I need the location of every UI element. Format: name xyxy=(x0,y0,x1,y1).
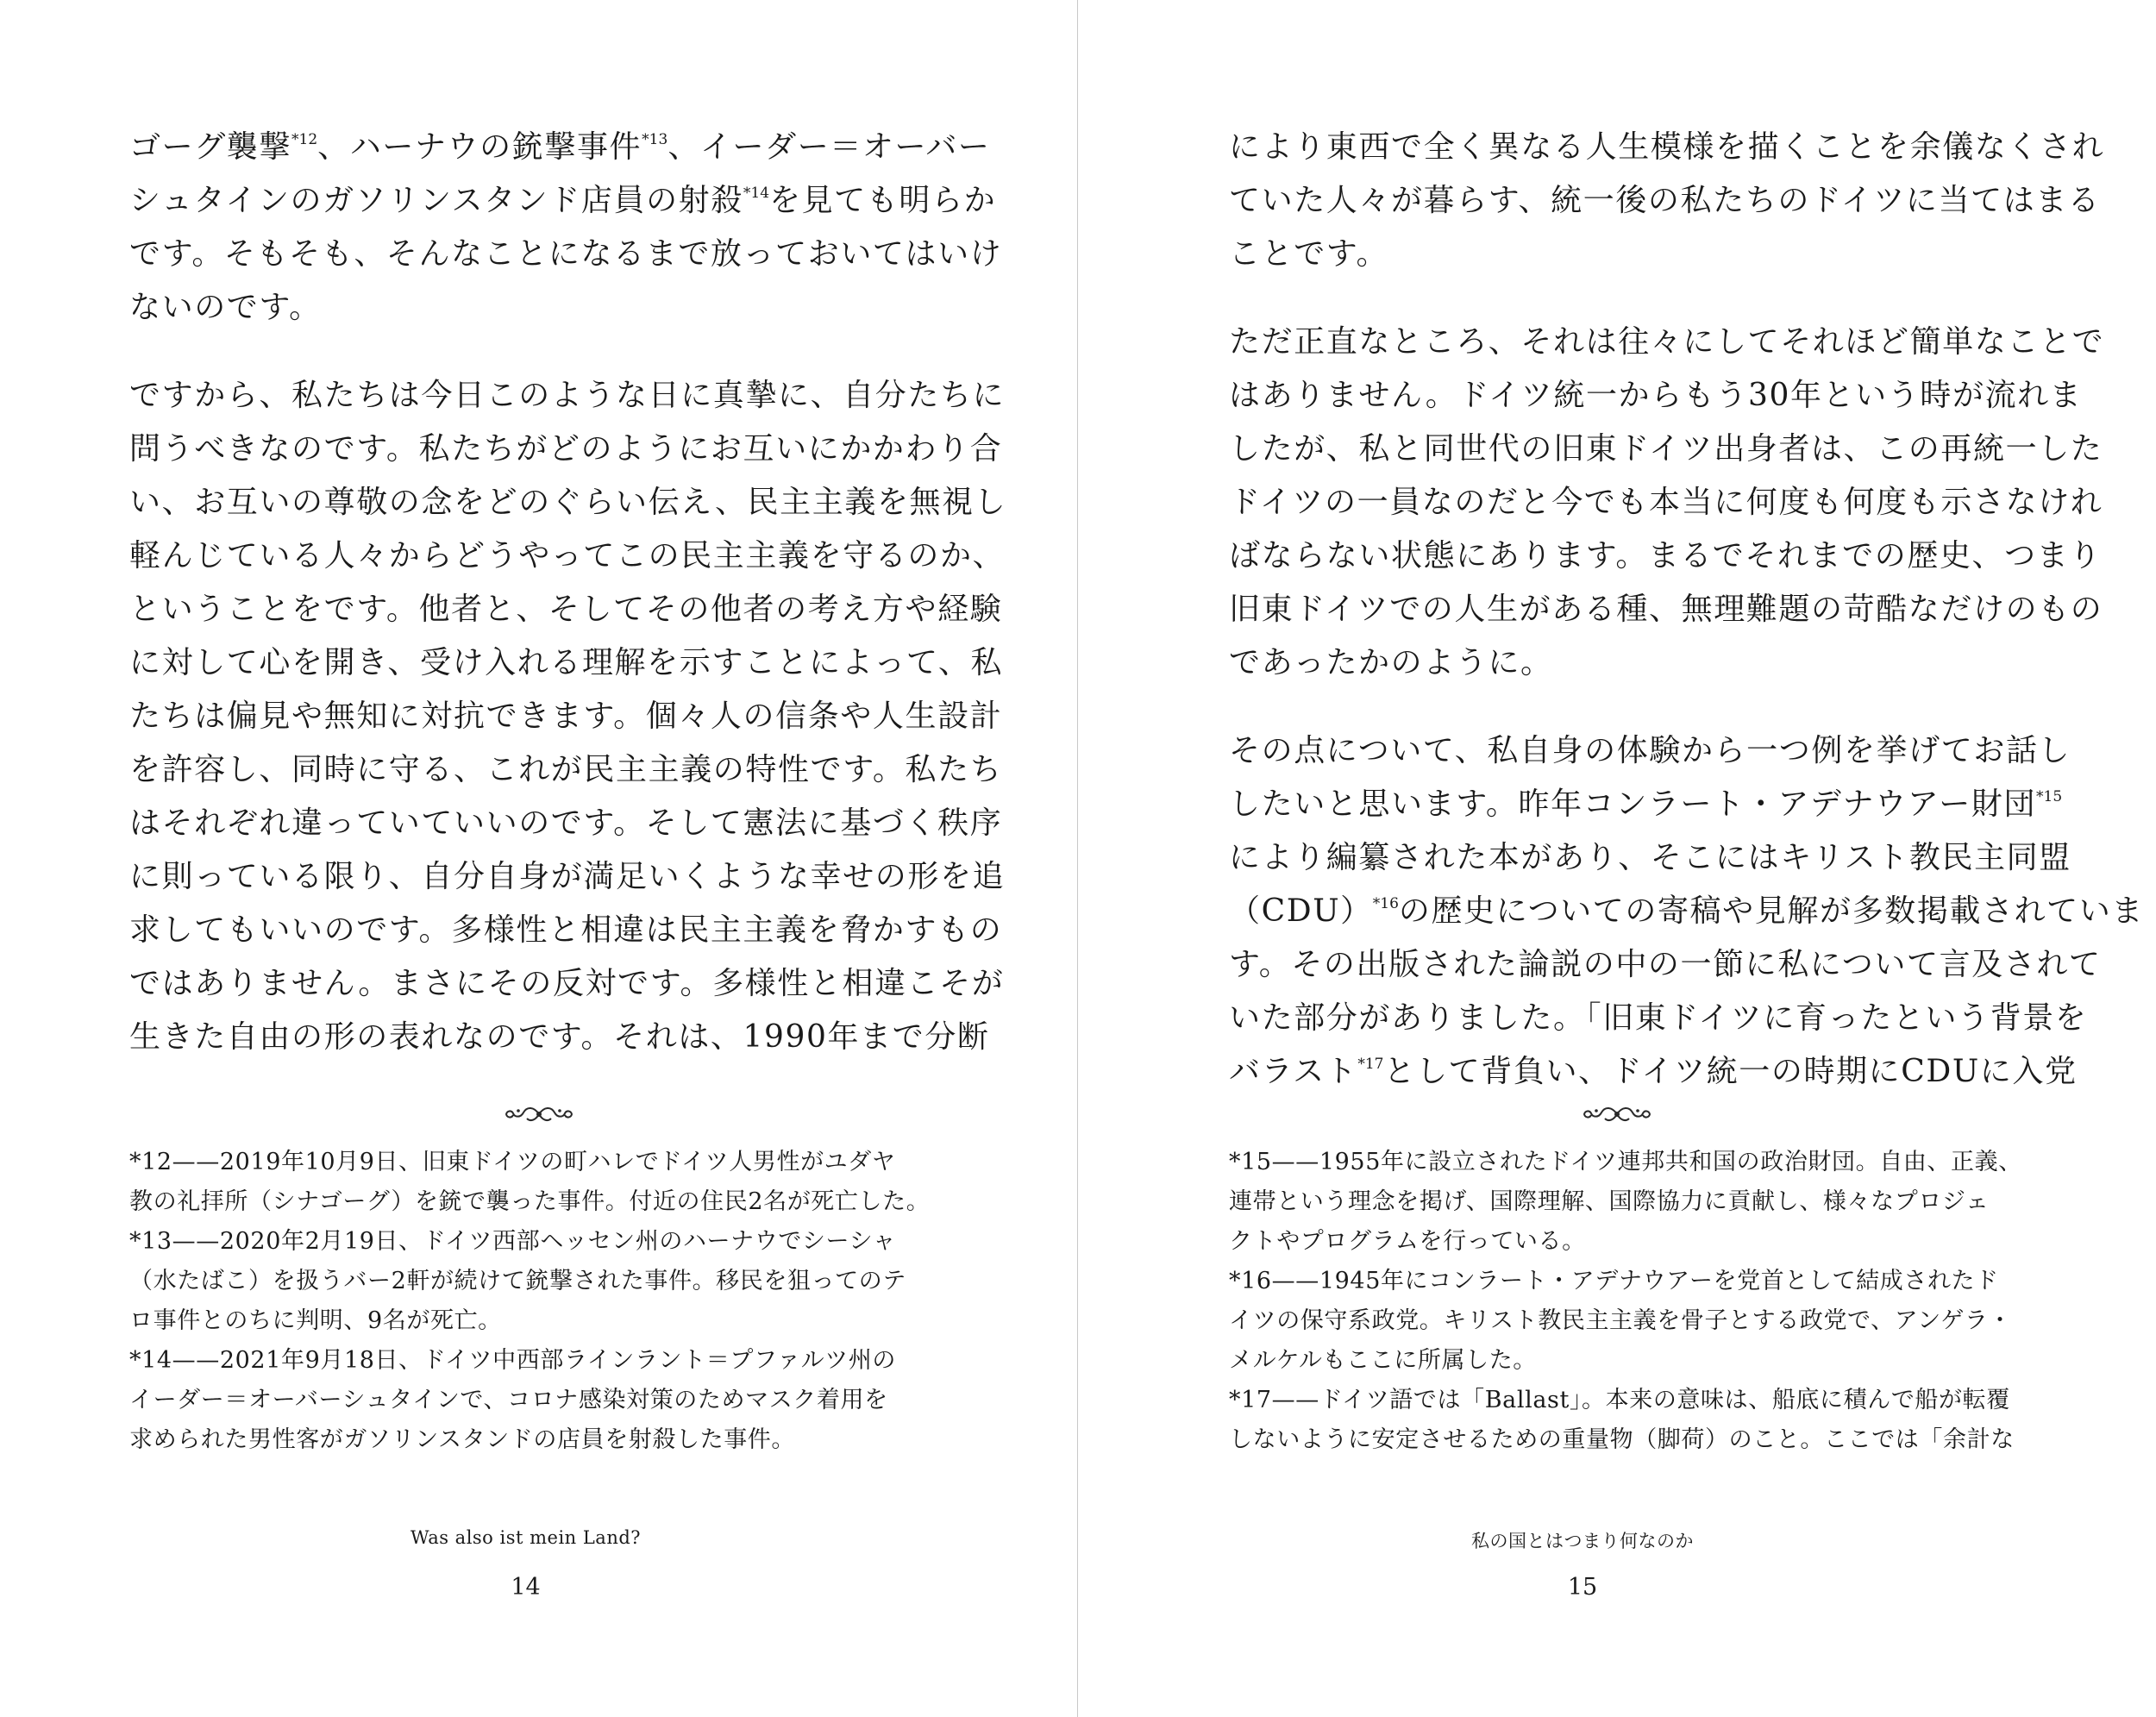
footnotes xyxy=(129,1143,936,1460)
footnote xyxy=(1229,1262,2035,1381)
text-run: を許容し、同時に守る、これが民主主義の特性です。私たち xyxy=(129,752,1003,787)
text-line xyxy=(1229,1301,2035,1341)
text-line xyxy=(1229,174,2101,228)
footnote-ref: *17 xyxy=(1357,1056,1384,1073)
text-line xyxy=(1229,1262,2035,1301)
paragraph xyxy=(129,369,1007,1064)
flourish-icon xyxy=(1583,1101,1651,1127)
text-run: クトやプログラムを行っている。 xyxy=(1229,1228,1586,1255)
text-line xyxy=(129,369,1006,423)
text-run: *13——2020年2月19日、ドイツ西部ヘッセン州のハーナウでシーシャ xyxy=(129,1228,897,1255)
text-run: シュタインのガソリンスタンド店員の射殺 xyxy=(129,183,743,218)
text-run: 求してもいいのです。多様性と相違は民主主義を脅かすもの xyxy=(129,912,1003,948)
text-run: バラスト xyxy=(1229,1054,1358,1089)
footnote xyxy=(129,1143,936,1222)
text-run: であったかのように。 xyxy=(1229,645,1553,680)
body-text xyxy=(129,121,1007,1064)
text-run: 、イーダー＝オーバー xyxy=(667,129,991,165)
text-line xyxy=(1229,1182,2035,1222)
paragraph xyxy=(1229,121,2105,281)
text-line xyxy=(129,1262,936,1301)
text-line xyxy=(1229,530,2102,583)
text-run: として背負い、ドイツ統一の時期にCDUに入党 xyxy=(1383,1054,2078,1089)
text-run: い、お互いの尊敬の念をどのぐらい伝え、民主主義を無視し xyxy=(129,485,1007,520)
text-run: の歴史についての寄稿や見解が多数掲載されていま xyxy=(1398,893,2144,929)
text-run: す。その出版された論説の中の一節に私について言及されて xyxy=(1229,947,2102,982)
text-run: *14——2021年9月18日、ドイツ中西部ラインラント＝プファルツ州の xyxy=(129,1347,897,1374)
text-line xyxy=(129,530,1006,583)
text-line xyxy=(1229,583,2103,636)
text-run: ただ正直なところ、それは往々にしてそれほど簡単なことで xyxy=(1229,324,2105,360)
text-line xyxy=(1229,1045,2078,1099)
text-line xyxy=(1229,778,2063,831)
text-run: メルケルもここに所属した。 xyxy=(1229,1347,1537,1374)
text-run: ドイツの一員なのだと今でも本当に何度も何度も示さなけれ xyxy=(1229,485,2103,520)
text-run: （水たばこ）を扱うバー2軒が続けて銃撃された事件。移民を狙ってのテ xyxy=(129,1268,906,1294)
text-line xyxy=(129,1301,936,1341)
text-line xyxy=(129,174,997,228)
text-line xyxy=(129,1222,936,1262)
page-number: 15 xyxy=(1567,1574,1598,1601)
text-run: 旧東ドイツでの人生がある種、無理難題の苛酷なだけのもの xyxy=(1229,592,2103,627)
text-line xyxy=(129,690,1003,743)
ornament-divider xyxy=(0,1101,1077,1127)
text-line xyxy=(1229,636,2035,690)
text-run: その点について、私自身の体験から一つ例を挙げてお話し xyxy=(1229,733,2071,768)
text-run: したが、私と同世代の旧東ドイツ出身者は、この再統一した xyxy=(1229,431,2103,467)
text-line xyxy=(1229,228,2035,281)
text-run: ていた人々が暮らす、統一後の私たちのドイツに当てはまる xyxy=(1229,183,2101,218)
text-line xyxy=(1229,724,2071,778)
text-run: に則っている限り、自分自身が満足いくような幸せの形を追 xyxy=(129,859,1006,894)
text-run: 、ハーナウの銃撃事件 xyxy=(317,129,642,165)
text-run: イーダー＝オーバーシュタインで、コロナ感染対策のためマスク着用を xyxy=(129,1387,888,1413)
footnote-ref: *14 xyxy=(743,185,770,202)
text-line xyxy=(1229,938,2102,992)
text-line xyxy=(1229,885,2144,938)
text-run: ということをです。他者と、そしてその他者の考え方や経験 xyxy=(129,592,1003,627)
text-line xyxy=(129,476,1007,530)
running-title: 私の国とはつまり何なのか xyxy=(1471,1531,1694,1551)
text-run: ゴーグ襲撃 xyxy=(129,129,292,165)
text-line xyxy=(129,904,1003,957)
text-run: たちは偏見や無知に対抗できます。個々人の信条や人生設計 xyxy=(129,699,1003,734)
text-line xyxy=(1229,121,2105,174)
text-line xyxy=(1229,423,2103,476)
text-run: しないように安定させるための重量物（脚荷）のこと。ここでは「余計な xyxy=(1229,1426,2015,1453)
paragraph xyxy=(1229,316,2105,690)
text-run: ロ事件とのちに判明、9名が死亡。 xyxy=(129,1307,502,1334)
text-line xyxy=(129,957,1005,1011)
paragraph xyxy=(129,121,1003,335)
text-run: （CDU） xyxy=(1229,893,1373,929)
text-run: 生きた自由の形の表れなのです。それは、1990年まで分断 xyxy=(129,1019,990,1055)
text-line xyxy=(129,1381,936,1420)
text-line xyxy=(1229,316,2105,369)
text-run: *17——ドイツ語では「Ballast」。本来の意味は、船底に積んで船が転覆 xyxy=(1229,1387,2010,1413)
text-run: 軽んじている人々からどうやってこの民主主義を守るのか、 xyxy=(129,538,1006,573)
text-line xyxy=(1229,1420,2035,1460)
text-run: はありません。ドイツ統一からもう30年という時が流れま xyxy=(1229,378,2083,413)
text-run: ですから、私たちは今日このような日に真摯に、自分たちに xyxy=(129,378,1006,413)
text-line xyxy=(1229,831,2071,885)
ornament-divider xyxy=(1078,1101,2156,1127)
text-line xyxy=(129,850,1006,904)
text-run: 問うべきなのです。私たちがどのようにお互いにかかわり合 xyxy=(129,431,1003,467)
text-line xyxy=(129,743,1003,797)
text-line xyxy=(1229,992,2088,1045)
text-run: に対して心を開き、受け入れる理解を示すことによって、私 xyxy=(129,645,1004,680)
text-run: により編纂された本があり、そこにはキリスト教民主同盟 xyxy=(1229,840,2071,875)
text-line xyxy=(129,1182,936,1222)
text-run: です。そもそも、そんなことになるまで放っておいてはいけ xyxy=(129,236,1003,272)
footnotes xyxy=(1229,1143,2035,1460)
text-line xyxy=(129,228,1003,281)
text-line xyxy=(129,1341,936,1381)
text-line xyxy=(1229,1143,2035,1182)
text-line xyxy=(1229,1222,2035,1262)
text-run: *15——1955年に設立されたドイツ連邦共和国の政治財団。自由、正義、 xyxy=(1229,1149,2022,1175)
running-title: Was also ist mein Land? xyxy=(410,1527,642,1548)
text-line xyxy=(129,797,1003,850)
text-run: 連帯という理念を掲げ、国際理解、国際協力に貢献し、様々なプロジェ xyxy=(1229,1188,1990,1215)
text-line xyxy=(1229,1341,2035,1381)
text-run: いた部分がありました。「旧東ドイツに育ったという背景を xyxy=(1229,1000,2088,1036)
text-run: ではありません。まさにその反対です。多様性と相違こそが xyxy=(129,966,1005,1001)
footnote xyxy=(1229,1381,2035,1460)
text-run: 教の礼拝所（シナゴーグ）を銃で襲った事件。付近の住民2名が死亡した。 xyxy=(129,1188,931,1215)
text-run: したいと思います。昨年コンラート・アデナウアー財団 xyxy=(1229,786,2037,822)
page-number: 14 xyxy=(511,1574,541,1601)
text-run: ことです。 xyxy=(1229,236,1389,272)
body-text xyxy=(1229,121,2144,1099)
text-line xyxy=(1229,369,2083,423)
text-run: により東西で全く異なる人生模様を描くことを余儀なくされ xyxy=(1229,129,2105,165)
footnote-ref: *12 xyxy=(291,131,318,148)
text-run: を見ても明らか xyxy=(769,183,997,218)
right-page xyxy=(1078,0,2156,1717)
text-line xyxy=(129,1143,936,1182)
text-run: *16——1945年にコンラート・アデナウアーを党首として結成されたド xyxy=(1229,1268,1999,1294)
footnote xyxy=(129,1341,936,1460)
footnote xyxy=(129,1222,936,1341)
footnote-ref: *16 xyxy=(1372,895,1399,912)
footnote-ref: *15 xyxy=(2036,788,2063,805)
text-line xyxy=(129,636,1004,690)
text-line xyxy=(129,583,1003,636)
text-run: ばならない状態にあります。まるでそれまでの歴史、つまり xyxy=(1229,538,2102,573)
text-line xyxy=(129,1420,936,1460)
text-run: はそれぞれ違っていていいのです。そして憲法に基づく秩序 xyxy=(129,805,1003,841)
footnote-ref: *13 xyxy=(642,131,668,148)
text-line xyxy=(129,281,936,335)
text-run: *12——2019年10月9日、旧東ドイツの町ハレでドイツ人男性がユダヤ xyxy=(129,1149,896,1175)
footnote xyxy=(1229,1143,2035,1262)
text-line xyxy=(1229,1381,2035,1420)
text-run: 求められた男性客がガソリンスタンドの店員を射殺した事件。 xyxy=(129,1426,795,1453)
text-run: ないのです。 xyxy=(129,290,322,325)
flourish-icon xyxy=(505,1101,573,1127)
text-run: イツの保守系政党。キリスト教民主主義を骨子とする政党で、アンゲラ・ xyxy=(1229,1307,2013,1334)
paragraph xyxy=(1229,724,2144,1099)
text-line xyxy=(129,1011,990,1064)
text-line xyxy=(129,121,991,174)
text-line xyxy=(129,423,1003,476)
text-line xyxy=(1229,476,2103,530)
